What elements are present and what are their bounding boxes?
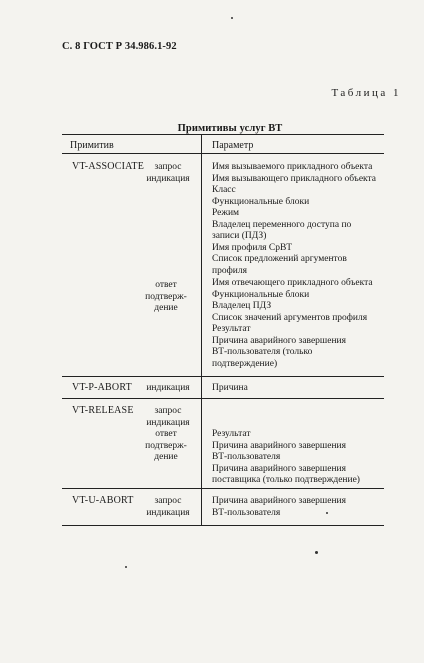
param-item: ВТ-пользователя: [212, 507, 281, 518]
table-title: Примитивы услуг ВТ: [177, 123, 283, 134]
scan-speck: [326, 512, 328, 514]
param-item: Список значений аргументов профиля: [212, 312, 368, 323]
param-item: Функциональные блоки: [212, 196, 310, 207]
kind-indication: индикация: [146, 383, 190, 393]
param-item: Режим: [212, 208, 240, 218]
params-associate-request: [212, 162, 376, 277]
primitive-vt-p-abort: VT-P-ABORT: [72, 382, 132, 393]
table-bottom-rule: [62, 525, 384, 526]
row-separator: [62, 488, 384, 489]
primitive-vt-u-abort: VT-U-ABORT: [72, 495, 134, 506]
table-top-rule: [62, 134, 384, 135]
param-item: Класс: [212, 185, 236, 195]
kind-line: подтверж-: [145, 291, 187, 302]
kind-line: дение: [154, 452, 178, 462]
column-divider: [201, 134, 202, 498]
kind-line: индикация: [146, 507, 190, 518]
kind-request-indication: [140, 496, 196, 519]
param-item: ВТ-пользователя (только: [212, 347, 313, 357]
param-item: поставщика (только подтверждение): [212, 475, 360, 485]
param-item: Функциональные блоки: [212, 289, 310, 300]
param-item: Владелец переменного доступа по: [212, 219, 352, 230]
kind-response-confirm: [138, 280, 194, 315]
table-label: Таблица 1: [331, 87, 401, 99]
scan-speck: [231, 17, 233, 19]
param-item: Владелец ПДЗ: [212, 301, 272, 311]
param-item: Причина аварийного завершения: [212, 463, 346, 474]
param-item: Имя отвечающего прикладного объекта: [212, 278, 373, 288]
column-divider: [201, 488, 202, 525]
scan-speck: [315, 551, 318, 554]
param-item: ВТ-пользователя: [212, 452, 281, 462]
primitive-vt-associate: VT-ASSOCIATE: [72, 161, 145, 172]
param-item: Причина: [212, 383, 248, 393]
kind-line: запрос: [154, 406, 182, 416]
kind-line: запрос: [154, 162, 182, 172]
params-associate-response: [212, 278, 373, 370]
params-p-abort: [212, 383, 248, 395]
column-header-parameter: Параметр: [212, 140, 254, 151]
page-header: С. 8 ГОСТ Р 34.986.1-92: [62, 41, 177, 52]
kind-request-indication: [140, 406, 196, 429]
kind-line: подтверж-: [145, 440, 187, 451]
params-release-response: [212, 429, 360, 487]
param-item: профиля: [212, 265, 247, 276]
kind-response-confirm: [138, 429, 194, 464]
param-item: Причина аварийного завершения: [212, 440, 346, 451]
param-item: Результат: [212, 324, 251, 334]
row-separator: [62, 376, 384, 377]
param-item: Список предложений аргументов: [212, 254, 347, 264]
kind-line: индикация: [146, 417, 190, 428]
kind-line: ответ: [155, 280, 177, 290]
kind-line: запрос: [154, 496, 182, 506]
params-u-abort: [212, 496, 346, 519]
param-item: записи (ПДЗ): [212, 231, 267, 241]
kind-request-indication: [140, 162, 196, 185]
param-item: Имя вызывающего прикладного объекта: [212, 173, 377, 184]
kind-line: индикация: [146, 173, 190, 184]
param-item: Имя вызываемого прикладного объекта: [212, 162, 373, 172]
param-item: подтверждение): [212, 358, 278, 369]
param-item: Имя профиля СрВТ: [212, 242, 293, 253]
kind-line: дение: [154, 303, 178, 313]
header-bottom-rule: [62, 153, 384, 154]
primitive-vt-release: VT-RELEASE: [72, 405, 134, 416]
param-item: Результат: [212, 429, 251, 439]
row-separator: [62, 398, 384, 399]
param-item: Причина аварийного завершения: [212, 496, 346, 506]
kind-line: ответ: [155, 429, 177, 439]
column-header-primitive: Примитив: [70, 140, 114, 151]
scan-speck: [125, 566, 127, 568]
param-item: Причина аварийного завершения: [212, 335, 346, 346]
